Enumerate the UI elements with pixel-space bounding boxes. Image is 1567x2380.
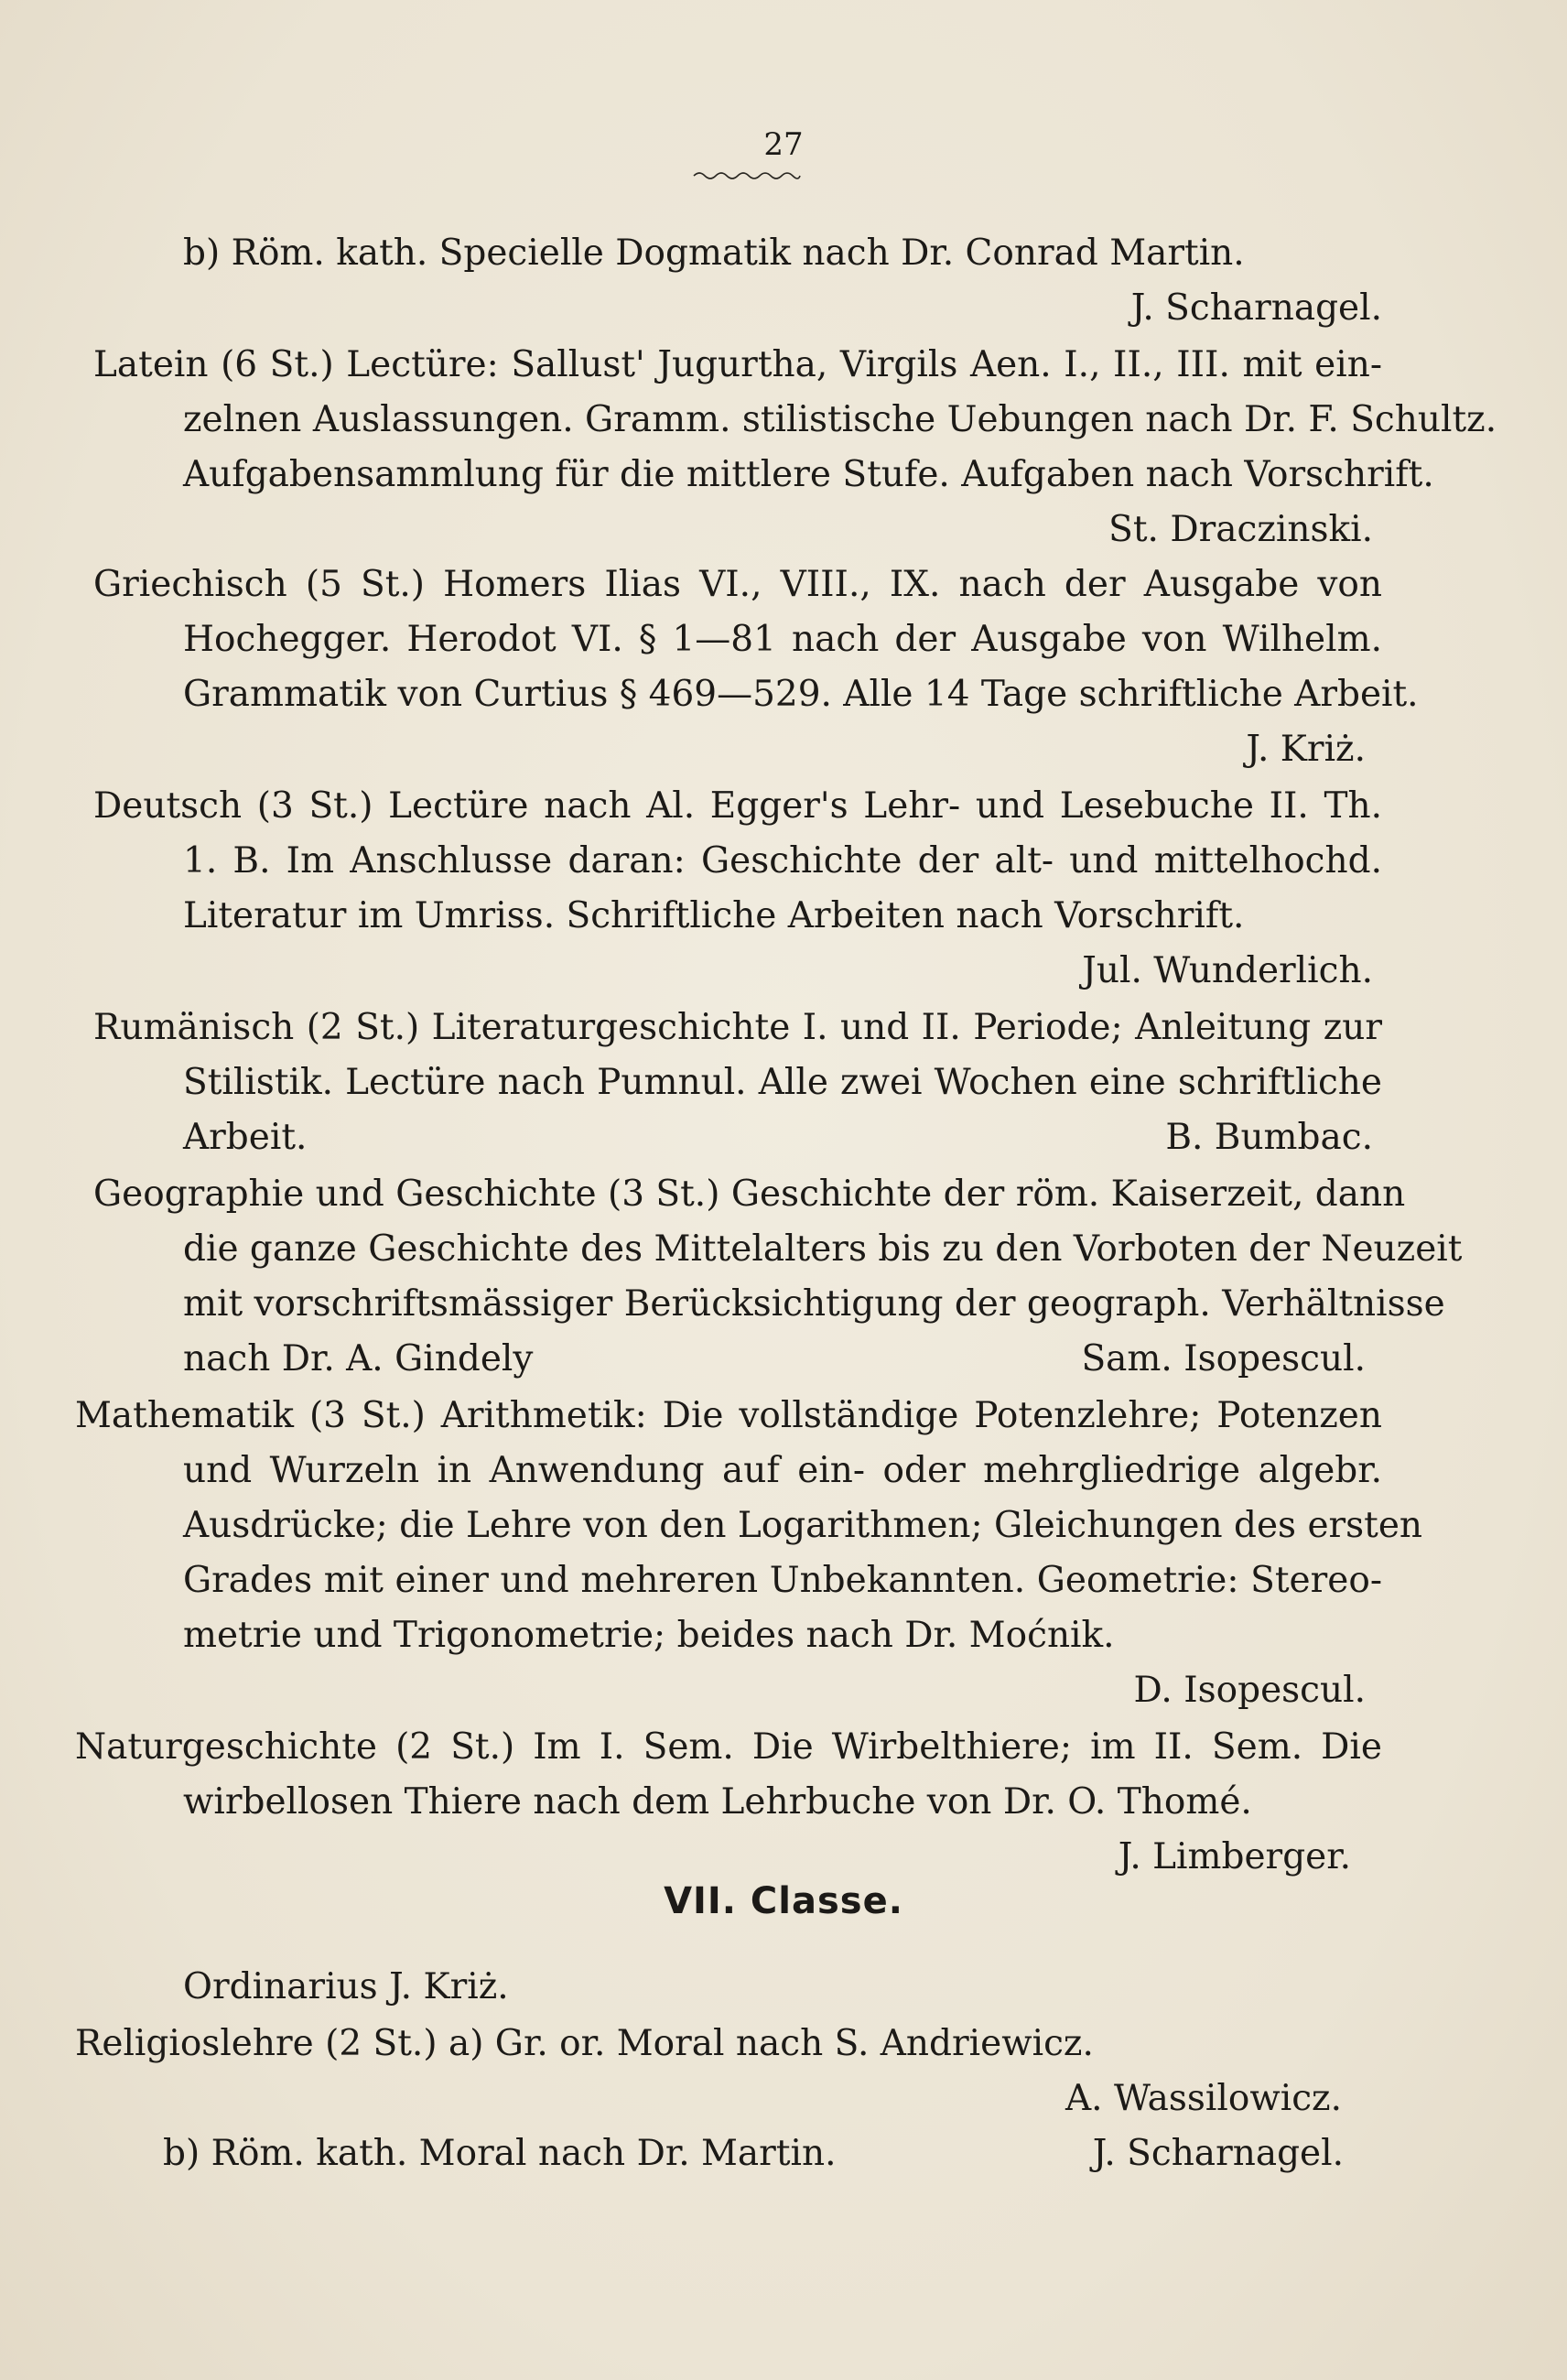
text-line: b) Röm. kath. Specielle Dogmatik nach Dr. Conrad Martin. [183,233,1245,274]
text-line: Naturgeschichte (2 St.) Im I. Sem. Die Wirbelthiere; im II. Sem. Die [75,1726,1382,1768]
teacher-name: J. Limberger. [1118,1836,1351,1877]
ordinarius-line: Ordinarius J. Kriż. [183,1966,509,2007]
text-line: Arbeit. [183,1117,308,1158]
text-line: wirbellosen Thiere nach dem Lehrbuche von Dr. O. Thomé. [183,1781,1252,1823]
text-line: Geographie und Geschichte (3 St.) Geschichte der röm. Kaiserzeit, dann [93,1174,1406,1215]
text-line: Literatur im Umriss. Schriftliche Arbeiten nach Vorschrift. [183,895,1245,936]
text-line-with-teacher [163,2131,1344,2177]
teacher-name: St. Draczinski. [1108,509,1373,550]
text-line: metrie und Trigonometrie; beides nach Dr. Moćnik. [183,1615,1115,1656]
text-line: mit vorschriftsmässiger Berücksichtigung der geograph. Verhältnisse [183,1283,1445,1325]
text-line: Mathematik (3 St.) Arithmetik: Die vollständige Potenzlehre; Potenzen [75,1395,1382,1436]
teacher-name: Jul. Wunderlich. [1082,950,1373,991]
text-line: und Wurzeln in Anwendung auf ein- oder mehrgliedrige algebr. [183,1450,1382,1491]
text-line: Rumänisch (2 St.) Literaturgeschichte I. und II. Periode; Anleitung zur [93,1007,1382,1048]
teacher-name: J. Kriż. [1246,729,1366,770]
text-line-with-teacher [183,1336,1366,1382]
text-line-with-teacher [183,1115,1373,1161]
text-line: zelnen Auslassungen. Gramm. stilistische Uebungen nach Dr. F. Schultz. [183,399,1497,440]
text-line: Griechisch (5 St.) Homers Ilias VI., VIII., IX. nach der Ausgabe von [93,564,1382,605]
text-line: die ganze Geschichte des Mittelalters bis zu den Vorboten der Neuzeit [183,1228,1463,1270]
teacher-name: J. Scharnagel. [1130,287,1382,329]
text-line: Deutsch (3 St.) Lectüre nach Al. Egger's Lehr- und Lesebuche II. Th. [93,785,1382,827]
text-line: b) Röm. kath. Moral nach Dr. Martin. [163,2133,837,2174]
text-line: Latein (6 St.) Lectüre: Sallust' Jugurtha, Virgils Aen. I., II., III. mit ein- [93,344,1382,385]
teacher-name: B. Bumbac. [1165,1117,1373,1158]
text-line: Ausdrücke; die Lehre von den Logarithmen; Gleichungen des ersten [183,1505,1423,1546]
text-line: 1. B. Im Anschlusse daran: Geschichte der alt- und mittelhochd. [183,840,1382,882]
teacher-name: A. Wassilowicz. [1064,2078,1342,2119]
text-line: nach Dr. A. Gindely [183,1338,534,1379]
text-line: Grades mit einer und mehreren Unbekannten. Geometrie: Stereo- [183,1560,1382,1601]
ornament-rule-icon [692,168,802,183]
text-line: Hochegger. Herodot VI. § 1—81 nach der Ausgabe von Wilhelm. [183,619,1382,660]
text-line: Aufgabensammlung für die mittlere Stufe. Aufgaben nach Vorschrift. [183,454,1434,495]
teacher-name: J. Scharnagel. [1092,2133,1344,2174]
text-line: Religioslehre (2 St.) a) Gr. or. Moral nach S. Andriewicz. [75,2023,1094,2064]
section-heading: VII. Classe. [664,1880,903,1922]
text-line: Grammatik von Curtius § 469—529. Alle 14 Tage schriftliche Arbeit. [183,674,1419,715]
text-line: Stilistik. Lectüre nach Pumnul. Alle zwei Wochen eine schriftliche [183,1062,1382,1103]
teacher-name: D. Isopescul. [1133,1670,1366,1711]
page-number: 27 [763,126,804,163]
teacher-name: Sam. Isopescul. [1081,1338,1366,1379]
